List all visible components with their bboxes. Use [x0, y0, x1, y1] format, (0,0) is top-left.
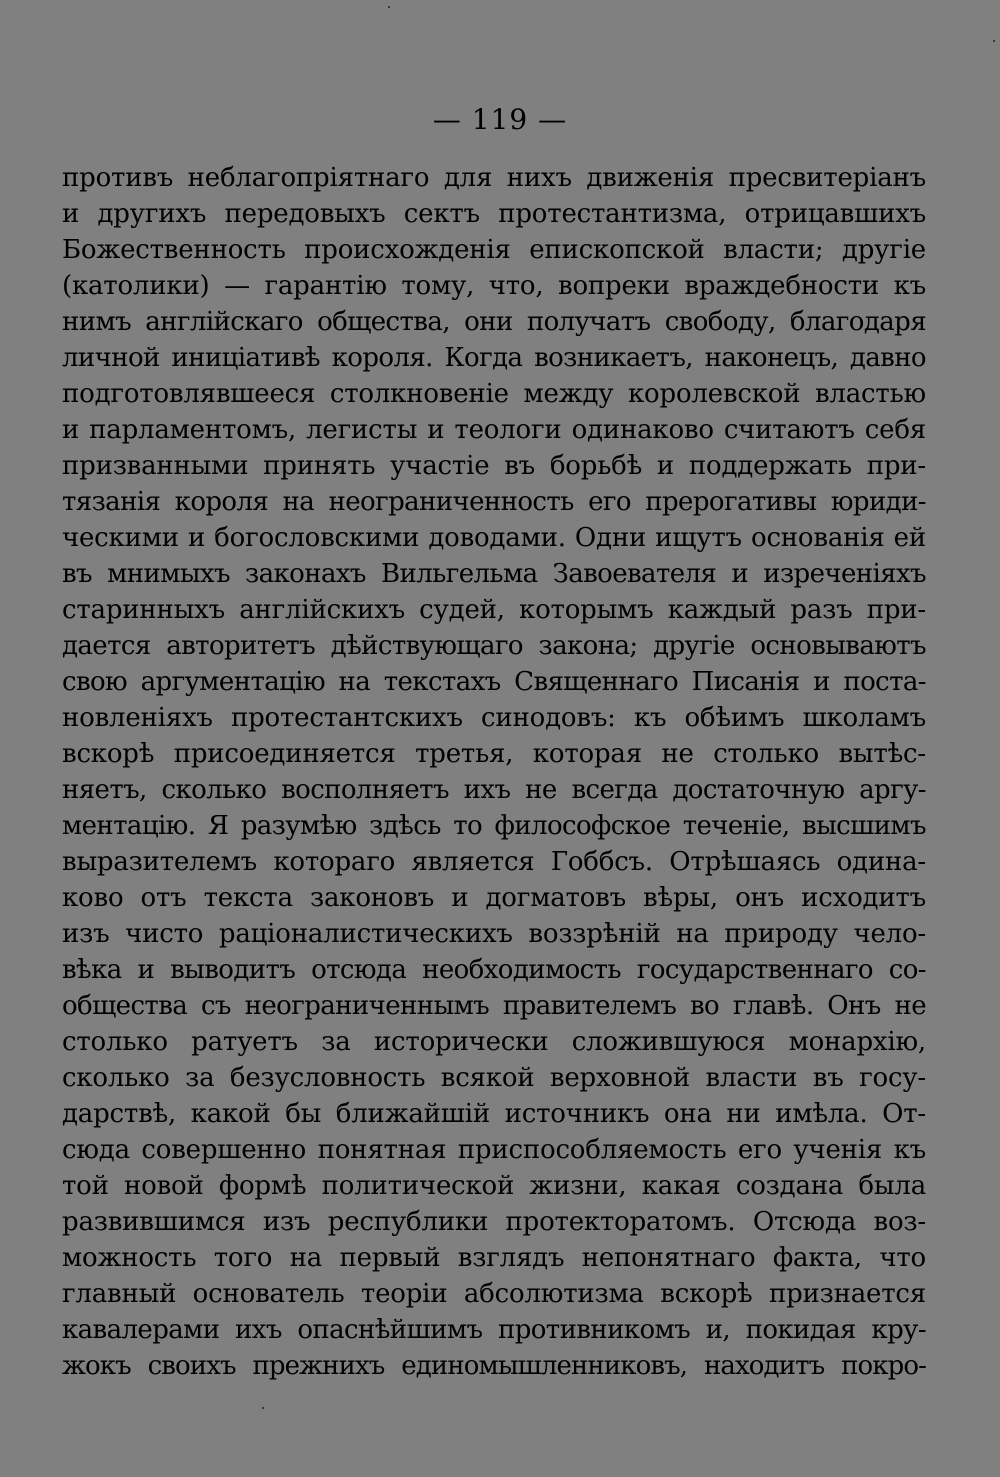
text-line: ческими и богословскими доводами. Одни ищутъ основанія ей	[62, 523, 926, 553]
text-line: (католики) — гарантію тому, что, вопреки враждебности къ	[62, 271, 926, 301]
text-line: нимъ англійскаго общества, они получатъ свободу, благодаря	[62, 307, 926, 337]
text-line: свою аргументацію на текстахъ Священнаго Писанія и поста-	[62, 667, 926, 697]
text-line: ментацію. Я разумѣю здѣсь то философское теченіе, высшимъ	[62, 811, 926, 841]
text-line: той новой формѣ политической жизни, какая создана была	[62, 1171, 926, 1201]
text-line: и парламентомъ, легисты и теологи одинаково считаютъ себя	[62, 415, 926, 445]
text-line: кавалерами ихъ опаснѣйшимъ противникомъ и, покидая кру-	[62, 1315, 926, 1345]
body-text	[62, 160, 926, 1384]
text-line: новленіяхъ протестантскихъ синодовъ: къ обѣимъ школамъ	[62, 703, 926, 733]
text-line: вѣка и выводитъ отсюда необходимость государственнаго со-	[62, 955, 926, 985]
text-line: сюда совершенно понятная приспособляемость его ученія къ	[62, 1135, 926, 1165]
text-line: главный основатель теоріи абсолютизма вскорѣ признается	[62, 1279, 926, 1309]
text-line: жокъ своихъ прежнихъ единомышленниковъ, находитъ покро-	[62, 1351, 926, 1381]
text-line: въ мнимыхъ законахъ Вильгельма Завоевателя и изреченіяхъ	[62, 559, 926, 589]
text-line: вскорѣ присоединяется третья, которая не столько вытѣс-	[62, 739, 926, 769]
text-line: подготовлявшееся столкновеніе между королевской властью	[62, 379, 926, 409]
speck-mark	[993, 40, 995, 42]
text-line: противъ неблагопріятнаго для нихъ движенія пресвитеріанъ	[62, 163, 926, 193]
text-line: тязанія короля на неограниченность его прерогативы юриди-	[62, 487, 926, 517]
text-line: развившимся изъ республики протекторатомъ. Отсюда воз-	[62, 1207, 926, 1237]
text-line: старинныхъ англійскихъ судей, которымъ каждый разъ при-	[62, 595, 926, 625]
text-line: сколько за безусловность всякой верховной власти въ госу-	[62, 1063, 926, 1093]
speck-mark	[388, 6, 390, 8]
text-line: изъ чисто раціоналистическихъ воззрѣній на природу чело-	[62, 919, 926, 949]
text-line: выразителемъ котораго является Гоббсъ. Отрѣшаясь одина-	[62, 847, 926, 877]
page-number: — 119 —	[432, 103, 568, 136]
text-line: няетъ, сколько восполняетъ ихъ не всегда достаточную аргу-	[62, 775, 926, 805]
text-line: дается авторитетъ дѣйствующаго закона; другіе основываютъ	[62, 631, 926, 661]
text-line: можность того на первый взглядъ непонятнаго факта, что	[62, 1243, 926, 1273]
text-line: призванными принять участіе въ борьбѣ и поддержать при-	[62, 451, 926, 481]
text-line: Божественность происхожденія епископской власти; другіе	[62, 235, 926, 265]
text-line: и другихъ передовыхъ сектъ протестантизма, отрицавшихъ	[62, 199, 926, 229]
text-line: личной иниціативѣ короля. Когда возникаетъ, наконецъ, давно	[62, 343, 926, 373]
text-line: ково отъ текста законовъ и догматовъ вѣры, онъ исходитъ	[62, 883, 926, 913]
speck-mark	[262, 1407, 264, 1409]
text-line: общества съ неограниченнымъ правителемъ во главѣ. Онъ не	[62, 991, 926, 1021]
text-line: столько ратуетъ за исторически сложившуюся монархію,	[62, 1027, 926, 1057]
text-line: дарствѣ, какой бы ближайшій источникъ она ни имѣла. От-	[62, 1099, 926, 1129]
